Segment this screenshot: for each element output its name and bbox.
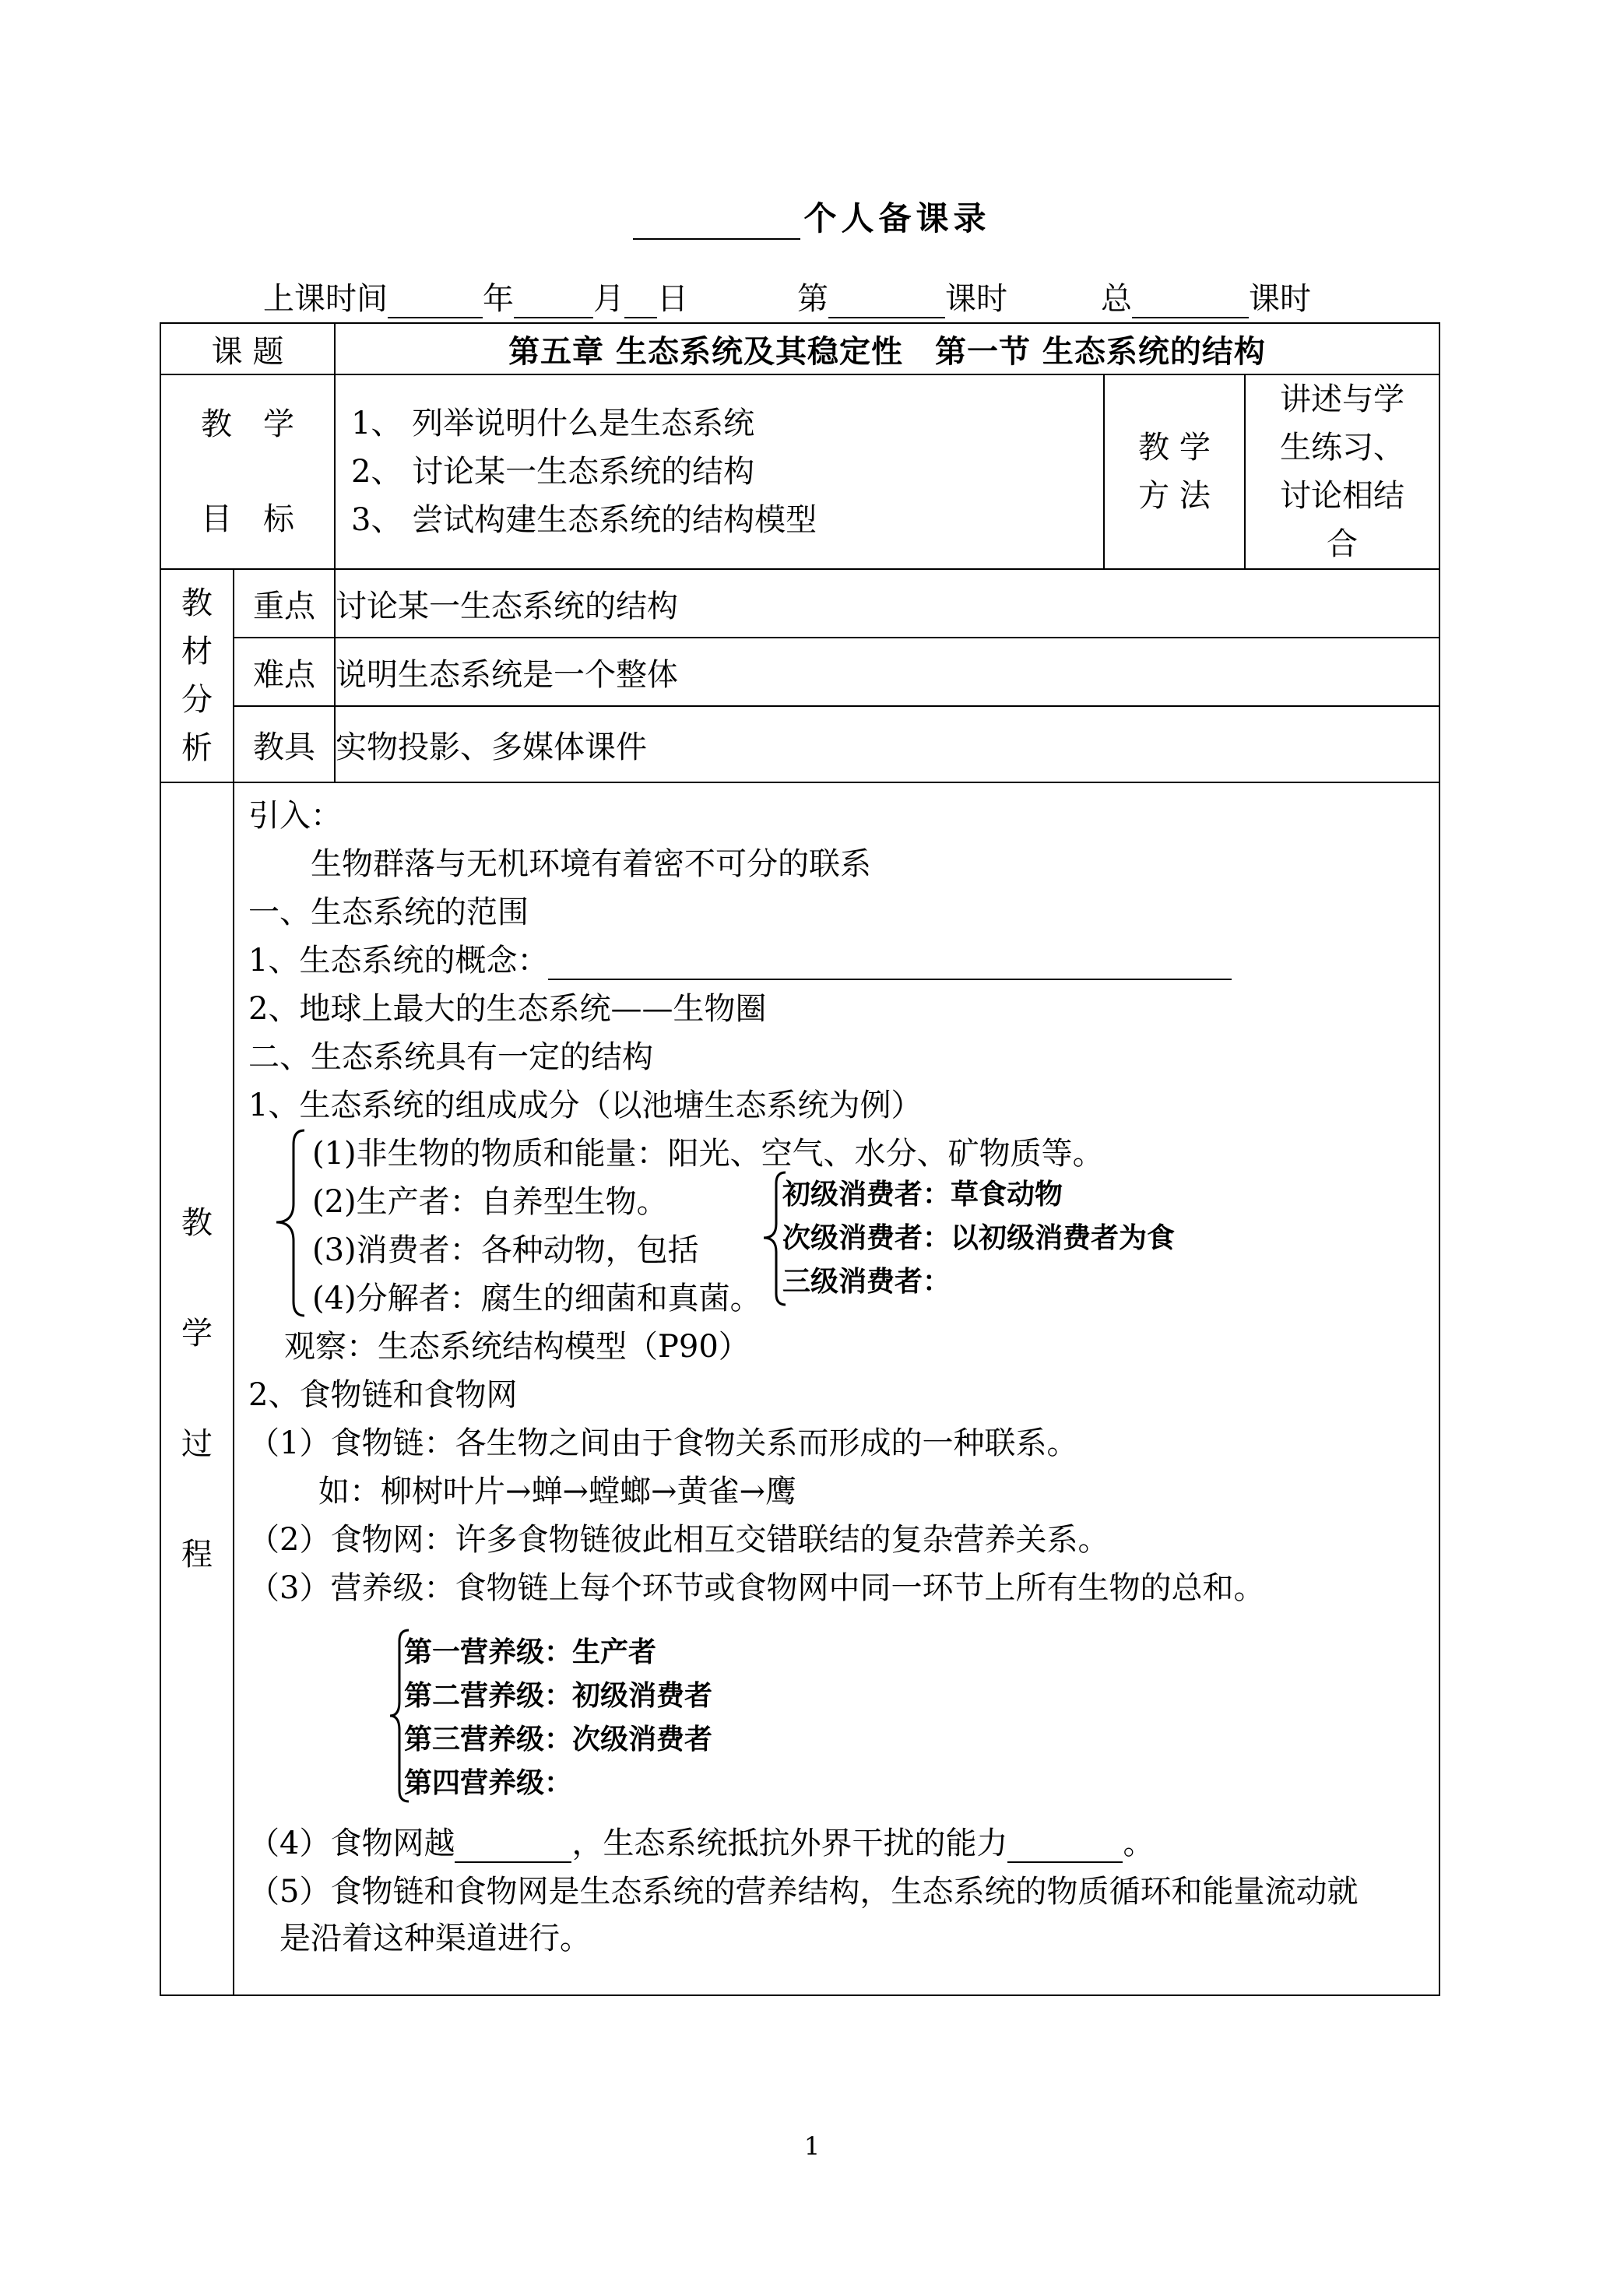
teacher-name-blank (633, 202, 800, 240)
trophic-level-item: 第一营养级：生产者 (404, 1636, 657, 1668)
month-label: 月 (593, 281, 624, 317)
total-period-label: 课时 (1249, 281, 1311, 317)
trophic-level-item: 第二营养级：初级消费者 (404, 1680, 713, 1712)
analysis-char: 材 (181, 634, 213, 670)
stability-text-b: ，生态系统抵抗外界干扰的能力 (571, 1826, 1008, 1861)
month-blank (514, 286, 593, 318)
analysis-char: 析 (181, 730, 213, 766)
method-line: 合 (1327, 526, 1358, 562)
complexity-blank (455, 1829, 571, 1863)
food-chain-example: 如：柳树叶片→蝉→螳螂→黄雀→鹰 (318, 1474, 797, 1509)
day-label: 日 (657, 281, 688, 317)
goals-row (160, 374, 1439, 569)
key-point-label: 重点 (234, 569, 335, 638)
process-row (160, 782, 1439, 1995)
topic-label: 课 题 (160, 323, 335, 374)
section-heading: 一、生态系统的范围 (248, 894, 529, 930)
stability-text-c: 。 (1123, 1826, 1155, 1861)
concept-blank (548, 946, 1232, 980)
goals-label-top: 教 学 (201, 406, 294, 442)
difficult-point-value: 说明生态系统是一个整体 (335, 638, 1439, 706)
goals-list (335, 374, 1104, 569)
total-label: 总 (1101, 281, 1132, 317)
method-label-top: 教 学 (1138, 430, 1211, 466)
trophic-level-item: 第三营养级：次级消费者 (404, 1724, 713, 1756)
nth-blank (828, 286, 945, 318)
year-blank (388, 286, 483, 318)
teaching-tools-label: 教具 (234, 706, 335, 782)
goal-item: 2、 讨论某一生态系统的结构 (351, 454, 755, 490)
analysis-row-key (160, 569, 1439, 638)
method-line: 生练习、 (1280, 430, 1404, 466)
method-line: 讨论相结 (1280, 478, 1404, 514)
class-time-label: 上课时间 (263, 281, 388, 317)
difficult-point-label: 难点 (234, 638, 335, 706)
intro-text: 生物群落与无机环境有着密不可分的联系 (311, 846, 871, 882)
stability-line (248, 1819, 1154, 1863)
stability-text-a: （4）食物网越 (248, 1826, 455, 1861)
class-time-line (263, 274, 1311, 318)
biosphere-text: 2、地球上最大的生态系统——生物圈 (248, 991, 767, 1027)
consumer-level: 三级消费者： (782, 1266, 951, 1298)
process-label (160, 782, 234, 1995)
components-brace-icon (270, 1126, 309, 1320)
ability-blank (1007, 1829, 1123, 1863)
components-heading: 1、生态系统的组成成分（以池塘生态系统为例） (248, 1088, 923, 1123)
consumer-level: 初级消费者：草食动物 (782, 1179, 1063, 1211)
goal-item: 1、 列举说明什么是生态系统 (351, 406, 755, 441)
page-title (0, 193, 1624, 240)
period-label: 课时 (945, 281, 1007, 317)
goal-item: 3、 尝试构建生态系统的结构模型 (351, 502, 817, 538)
method-label (1104, 374, 1245, 569)
consumer-level: 次级消费者：以初级消费者为食 (782, 1222, 1176, 1254)
key-point-value: 讨论某一生态系统的结构 (335, 569, 1439, 638)
day-blank (624, 286, 657, 318)
page-number: 1 (803, 2132, 821, 2161)
method-value (1245, 374, 1439, 569)
trophic-level-item: 第四营养级： (404, 1767, 573, 1799)
section-heading: 二、生态系统具有一定的结构 (248, 1039, 653, 1075)
topic-row (160, 323, 1439, 374)
analysis-row-tools (160, 706, 1439, 782)
analysis-char: 分 (181, 682, 213, 718)
analysis-row-difficult (160, 638, 1439, 706)
concept-label: 1、生态系统的概念： (248, 943, 549, 979)
component-item: (4)分解者：腐生的细菌和真菌。 (312, 1281, 761, 1316)
lesson-plan-table (160, 322, 1440, 1996)
component-item: (2)生产者：自养型生物。 (312, 1184, 668, 1220)
food-web-definition: （2）食物网：许多食物链彼此相互交错联结的复杂营养关系。 (248, 1522, 1109, 1558)
method-line: 讲述与学 (1280, 381, 1404, 417)
intro-label: 引入： (248, 798, 342, 834)
process-char: 程 (181, 1537, 213, 1573)
analysis-label (160, 569, 234, 782)
process-char: 过 (181, 1426, 213, 1462)
year-label: 年 (483, 281, 514, 317)
teaching-tools-value: 实物投影、多媒体课件 (335, 706, 1439, 782)
nth-label: 第 (797, 281, 828, 317)
observe-text: 观察：生态系统结构模型（P90） (284, 1329, 750, 1365)
method-label-bottom: 方 法 (1138, 478, 1211, 514)
component-item: (3)消费者：各种动物，包括 (312, 1232, 699, 1268)
process-content (234, 782, 1439, 1995)
structure-text-line2: 是沿着这种渠道进行。 (279, 1921, 591, 1956)
goals-label-bottom: 目 标 (201, 501, 294, 537)
process-char: 学 (181, 1316, 213, 1351)
total-blank (1132, 286, 1249, 318)
trophic-level-definition: （3）营养级：食物链上每个环节或食物网中同一环节上所有生物的总和。 (248, 1570, 1265, 1606)
food-chain-heading: 2、食物链和食物网 (248, 1377, 518, 1413)
structure-text-line1: （5）食物链和食物网是生态系统的营养结构，生态系统的物质循环和能量流动就 (248, 1874, 1359, 1910)
concept-line (248, 936, 1232, 980)
process-char: 教 (181, 1205, 213, 1241)
title-text: 个人备课录 (803, 199, 991, 237)
goals-label (160, 374, 335, 569)
analysis-char: 教 (181, 585, 213, 621)
food-chain-definition: （1）食物链：各生物之间由于食物关系而形成的一种联系。 (248, 1425, 1078, 1461)
topic-value: 第五章 生态系统及其稳定性 第一节 生态系统的结构 (335, 323, 1439, 374)
component-item: (1)非生物的物质和能量：阳光、空气、水分、矿物质等。 (312, 1136, 1104, 1172)
